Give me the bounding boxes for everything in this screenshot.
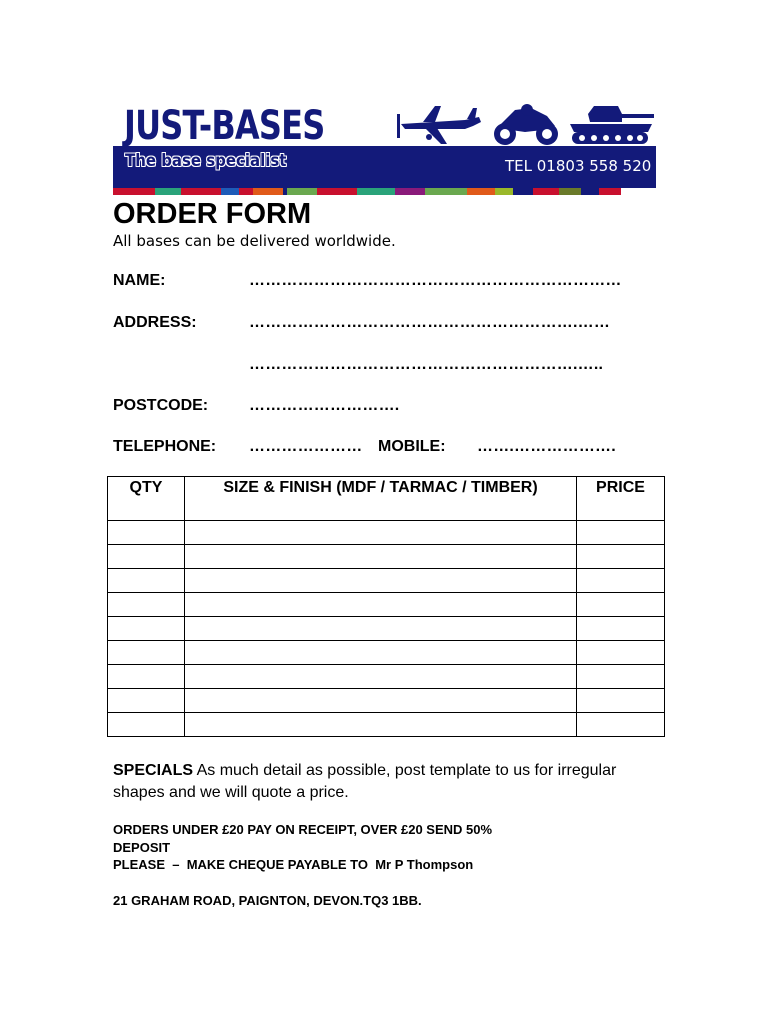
qty-cell[interactable]: [108, 713, 185, 737]
qty-cell[interactable]: [108, 665, 185, 689]
stripe-segment: [559, 188, 581, 195]
stripe-segment: [425, 188, 467, 195]
stripe-segment: [599, 188, 621, 195]
telephone-label: TELEPHONE:: [113, 438, 217, 455]
size-finish-cell[interactable]: [185, 569, 577, 593]
qty-cell[interactable]: [108, 593, 185, 617]
address-field-line-2[interactable]: …………………………………………………….…..: [249, 356, 604, 373]
address-field-line-1[interactable]: …………………………………………………….……: [249, 314, 611, 331]
price-header: PRICE: [577, 477, 665, 521]
motorbike-icon: [491, 102, 563, 146]
stripe-segment: [239, 188, 253, 195]
postal-address: 21 GRAHAM ROAD, PAIGNTON, DEVON.TQ3 1BB.: [113, 893, 422, 908]
size-finish-cell[interactable]: [185, 545, 577, 569]
size-finish-cell[interactable]: [185, 665, 577, 689]
stripe-segment: [495, 188, 513, 195]
qty-cell[interactable]: [108, 545, 185, 569]
price-cell[interactable]: [577, 641, 665, 665]
specials-text: As much detail as possible, post template to us for irregular shapes and we will quote a price.: [113, 762, 617, 801]
logo-text: JUST-BASES: [124, 103, 325, 149]
price-cell[interactable]: [577, 521, 665, 545]
qty-cell[interactable]: [108, 569, 185, 593]
name-label: NAME:: [113, 272, 166, 289]
stripe-segment: [181, 188, 221, 195]
table-header-row: [108, 477, 665, 521]
price-cell[interactable]: [577, 569, 665, 593]
table-row: [108, 689, 665, 713]
form-title: ORDER FORM: [113, 198, 312, 230]
header-telephone: TEL 01803 558 520: [505, 157, 652, 175]
size-finish-cell[interactable]: [185, 689, 577, 713]
qty-cell[interactable]: [108, 617, 185, 641]
price-cell[interactable]: [577, 665, 665, 689]
order-table: [107, 476, 665, 737]
tank-icon: [566, 102, 656, 146]
telephone-field[interactable]: …………………: [249, 438, 363, 455]
specials-note: [113, 760, 653, 804]
table-row: [108, 713, 665, 737]
stripe-segment: [317, 188, 357, 195]
form-subtitle: All bases can be delivered worldwide.: [113, 232, 396, 250]
size-finish-cell[interactable]: [185, 641, 577, 665]
stripe-segment: [287, 188, 317, 195]
qty-cell[interactable]: [108, 641, 185, 665]
price-cell[interactable]: [577, 689, 665, 713]
table-row: [108, 521, 665, 545]
size-finish-header: SIZE & FINISH (MDF / TARMAC / TIMBER): [185, 477, 577, 521]
table-row: [108, 569, 665, 593]
table-row: [108, 641, 665, 665]
color-stripe: [113, 188, 656, 195]
table-row: [108, 665, 665, 689]
qty-cell[interactable]: [108, 689, 185, 713]
qty-cell[interactable]: [108, 521, 185, 545]
qty-header: QTY: [108, 477, 185, 521]
postcode-field[interactable]: ……………………….: [249, 397, 400, 414]
stripe-segment: [155, 188, 181, 195]
stripe-segment: [113, 188, 155, 195]
table-row: [108, 593, 665, 617]
stripe-segment: [533, 188, 559, 195]
price-cell[interactable]: [577, 593, 665, 617]
stripe-segment: [253, 188, 283, 195]
size-finish-cell[interactable]: [185, 617, 577, 641]
specials-label: SPECIALS: [113, 762, 194, 779]
stripe-segment: [395, 188, 425, 195]
table-body: [108, 521, 665, 737]
mobile-label: MOBILE:: [378, 438, 446, 455]
stripe-segment: [581, 188, 599, 195]
price-cell[interactable]: [577, 545, 665, 569]
size-finish-cell[interactable]: [185, 521, 577, 545]
table-row: [108, 617, 665, 641]
orders-line-1: ORDERS UNDER £20 PAY ON RECEIPT, OVER £20 SEND 50%: [113, 822, 493, 837]
price-cell[interactable]: [577, 713, 665, 737]
stripe-segment: [221, 188, 239, 195]
postcode-label: POSTCODE:: [113, 397, 209, 414]
stripe-segment: [467, 188, 495, 195]
address-label: ADDRESS:: [113, 314, 197, 331]
stripe-segment: [357, 188, 395, 195]
size-finish-cell[interactable]: [185, 713, 577, 737]
name-field[interactable]: ……………………………………………………………: [249, 272, 622, 289]
cheque-line: PLEASE – MAKE CHEQUE PAYABLE TO Mr P Thompson: [113, 857, 474, 872]
airplane-icon: [395, 104, 485, 148]
stripe-segment: [513, 188, 533, 195]
size-finish-cell[interactable]: [185, 593, 577, 617]
mobile-field[interactable]: …….……………….: [477, 438, 616, 455]
tagline: The base specialist: [125, 151, 287, 171]
table-row: [108, 545, 665, 569]
orders-line-2: DEPOSIT: [113, 840, 171, 855]
price-cell[interactable]: [577, 617, 665, 641]
